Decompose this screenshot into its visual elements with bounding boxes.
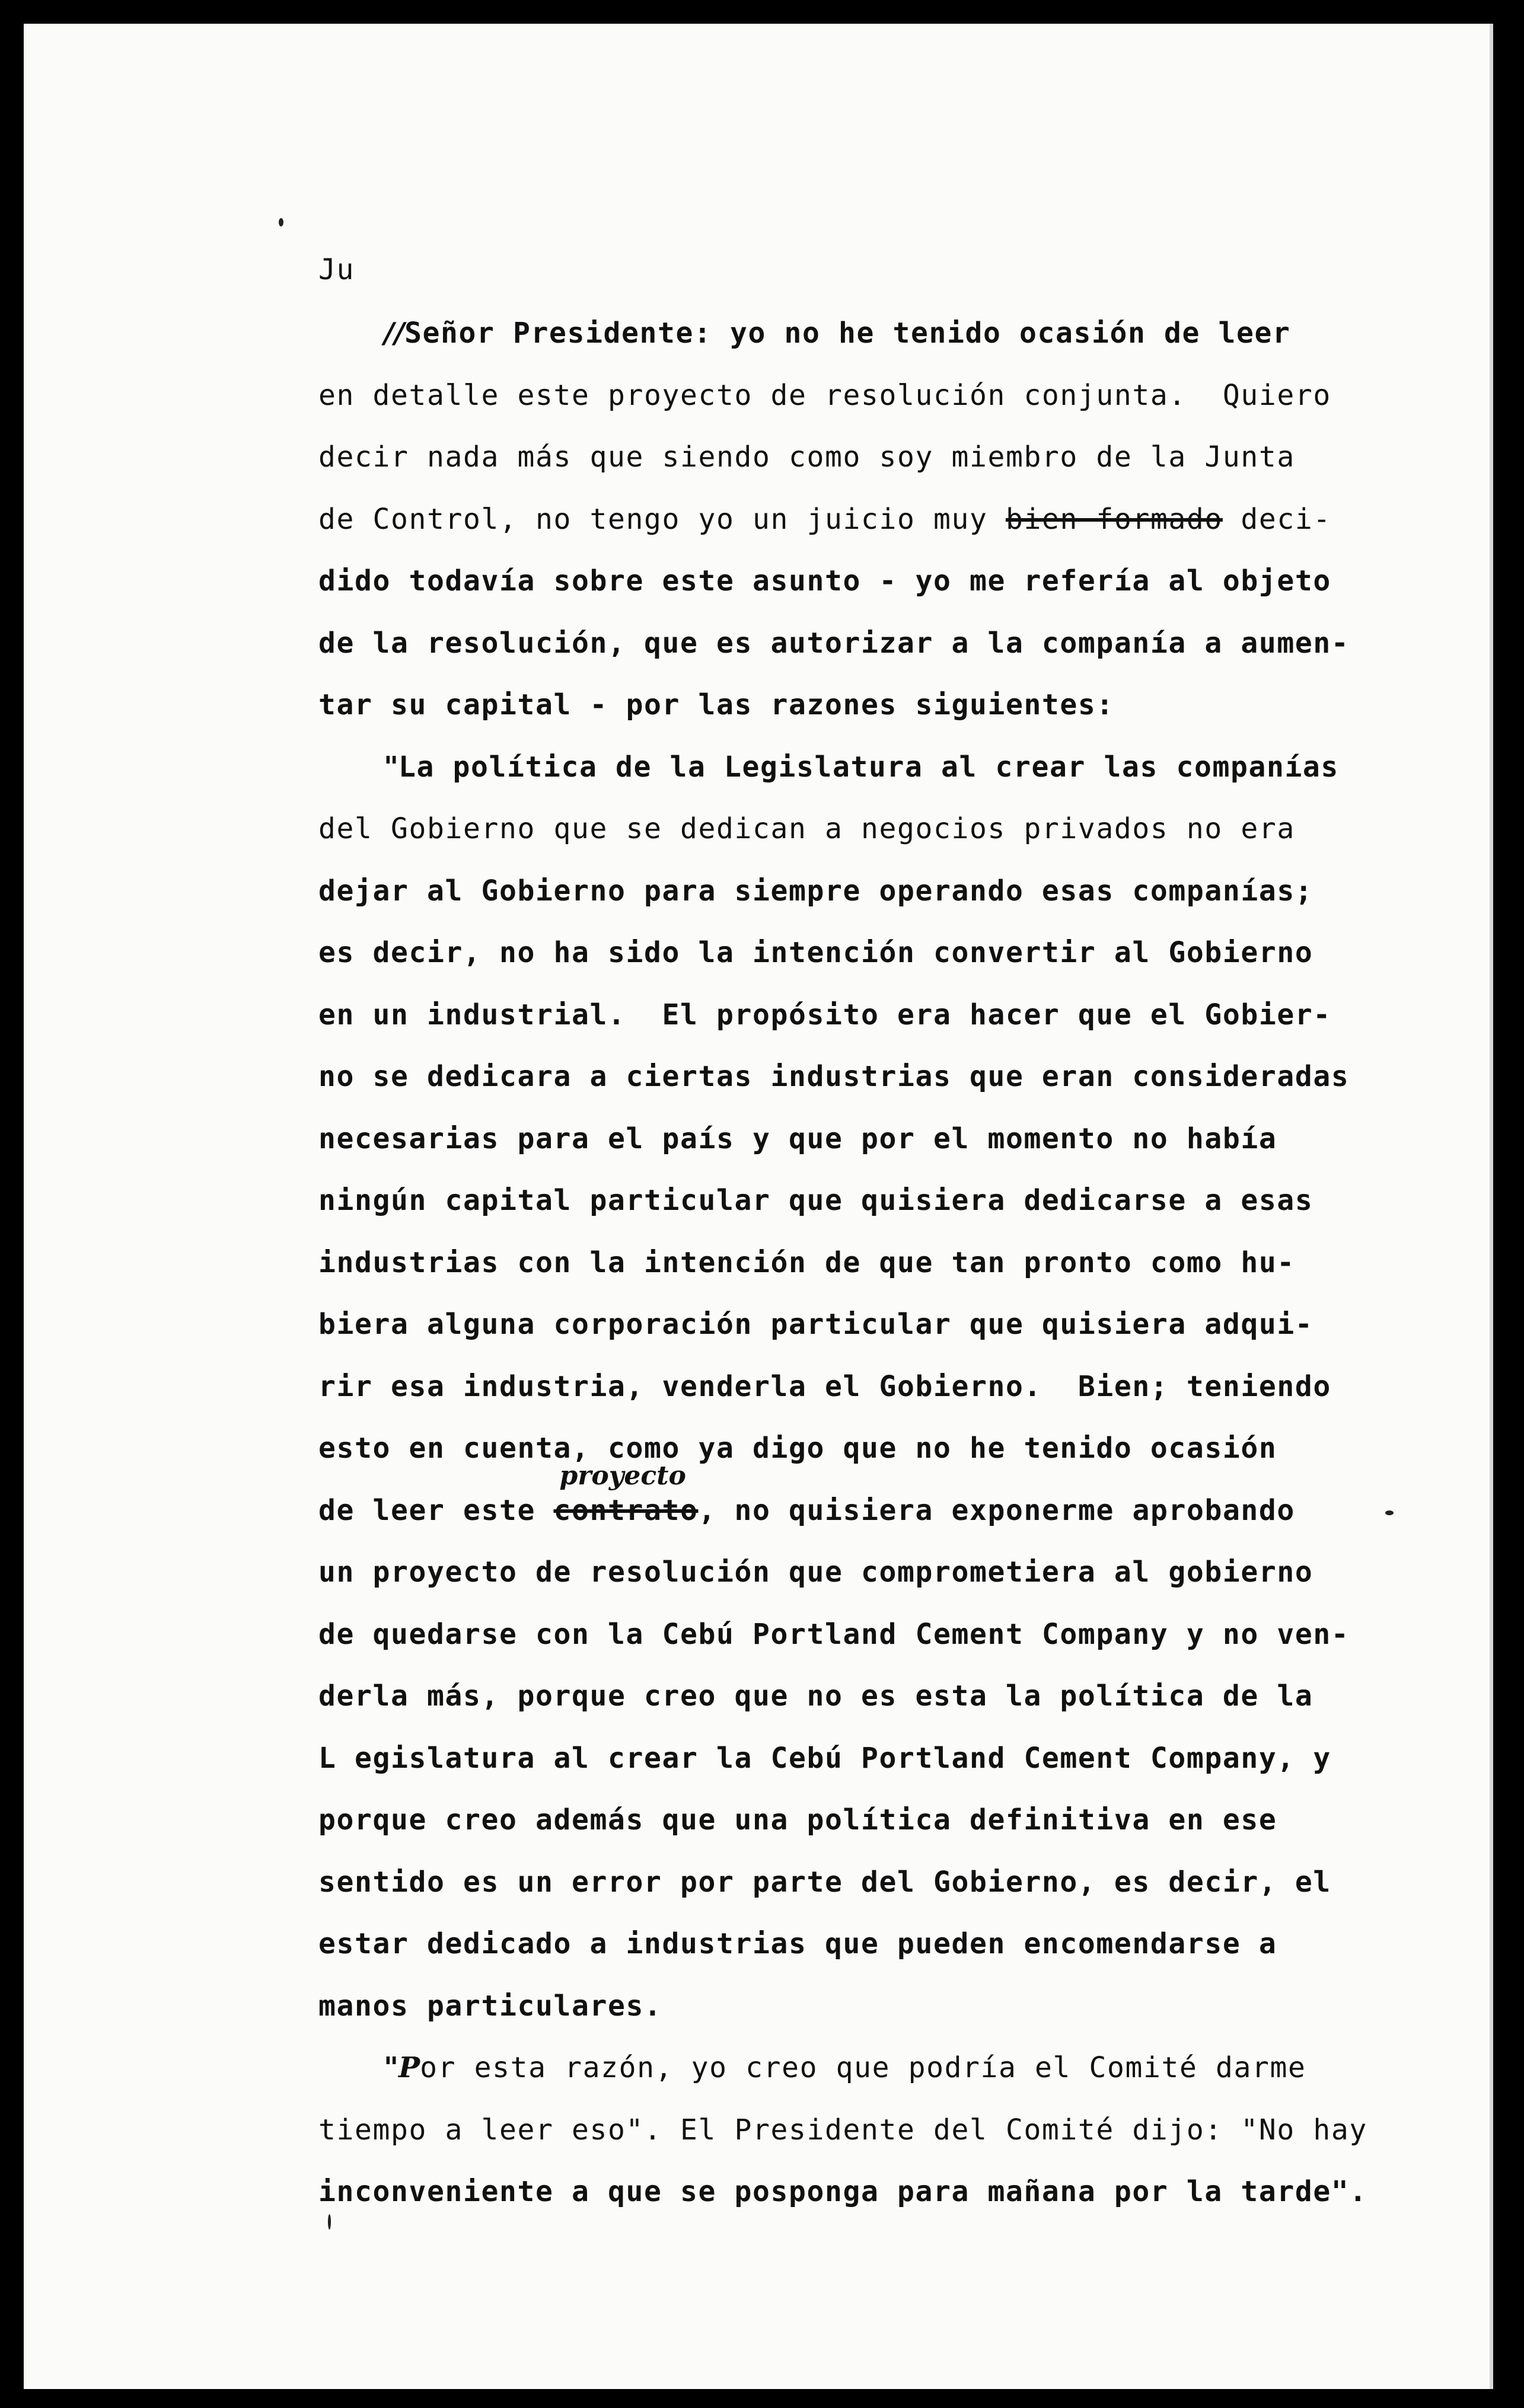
- text-line: del Gobierno que se dedican a negocios privados no era: [318, 812, 1295, 845]
- struck-text: bien formado: [1005, 502, 1223, 536]
- handwritten-quote-mark: "P: [384, 2051, 420, 2084]
- scan-frame-top: [0, 0, 1524, 24]
- handwritten-paragraph-mark: //: [384, 317, 405, 350]
- text-line: de quedarse con la Cebú Portland Cement Company y no ven-: [318, 1617, 1350, 1651]
- text-line: dejar al Gobierno para siempre operando esas companías;: [318, 874, 1313, 908]
- text-line: "La política de la Legislatura al crear las companías: [384, 750, 1339, 784]
- text-line: manos particulares.: [318, 1989, 662, 2023]
- inserted-word: proyecto: [559, 1460, 686, 1491]
- text-line: derla más, porque creo que no es esta la política de la: [318, 1679, 1313, 1713]
- text-line: estar dedicado a industrias que pueden encomendarse a: [318, 1927, 1277, 1960]
- text-line: un proyecto de resolución que comprometiera al gobierno: [318, 1556, 1313, 1589]
- text-line: ningún capital particular que quisiera dedicarse a esas: [318, 1184, 1313, 1217]
- text-line: de leer este proyecto contrato, no quisiera exponerme aprobando: [318, 1480, 1404, 1542]
- handwritten-quote-mark: ": [384, 750, 399, 784]
- text-line: esto en cuenta, como ya digo que no he tenido ocasión: [318, 1432, 1277, 1465]
- text-line: de la resolución, que es autorizar a la companía a aumen-: [318, 626, 1350, 660]
- text-line: tiempo a leer eso". El Presidente del Comité dijo: "No hay: [318, 2113, 1367, 2147]
- text-line: biera alguna corporación particular que quisiera adqui-: [318, 1308, 1313, 1341]
- scan-frame-right: [1493, 24, 1524, 2389]
- text-line: es decir, no ha sido la intención convertir al Gobierno: [318, 936, 1313, 969]
- text-line: de Control, no tengo yo un juicio muy bien formado deci-: [318, 502, 1331, 536]
- handwritten-correction: [553, 1460, 699, 1542]
- text-line: rir esa industria, venderla el Gobierno. Bien; teniendo: [318, 1369, 1331, 1403]
- text-line: decir nada más que siendo como soy miembro de la Junta: [318, 440, 1295, 474]
- text-line: inconveniente a que se posponga para mañana por la tarde".: [318, 2175, 1367, 2208]
- text-line: L egislatura al crear la Cebú Portland Cement Company, y: [318, 1741, 1331, 1775]
- text-line: //Señor Presidente: yo no he tenido ocasión de leer: [384, 317, 1291, 350]
- text-line: necesarias para el país y que por el momento no había: [318, 1122, 1277, 1155]
- text-line: no se dedicara a ciertas industrias que eran consideradas: [318, 1060, 1350, 1093]
- header-mark: Ju: [318, 253, 355, 286]
- text-line: industrias con la intención de que tan pronto como hu-: [318, 1245, 1295, 1279]
- text-line: sentido es un error por parte del Gobierno, es decir, el: [318, 1865, 1331, 1899]
- stray-mark: [279, 218, 283, 226]
- text-line: porque creo además que una política definitiva en ese: [318, 1803, 1277, 1837]
- struck-text: contrato: [553, 1493, 699, 1527]
- text-line: en un industrial. El propósito era hacer que el Gobier-: [318, 998, 1331, 1031]
- text-line: dido todavía sobre este asunto - yo me refería al objeto: [318, 564, 1331, 598]
- text-line: "Por esta razón, yo creo que podría el Comité darme: [384, 2051, 1306, 2084]
- text-line: en detalle este proyecto de resolución conjunta. Quiero: [318, 378, 1331, 412]
- document-body: [318, 237, 1404, 2223]
- text-line: tar su capital - por las razones siguientes:: [318, 688, 1114, 721]
